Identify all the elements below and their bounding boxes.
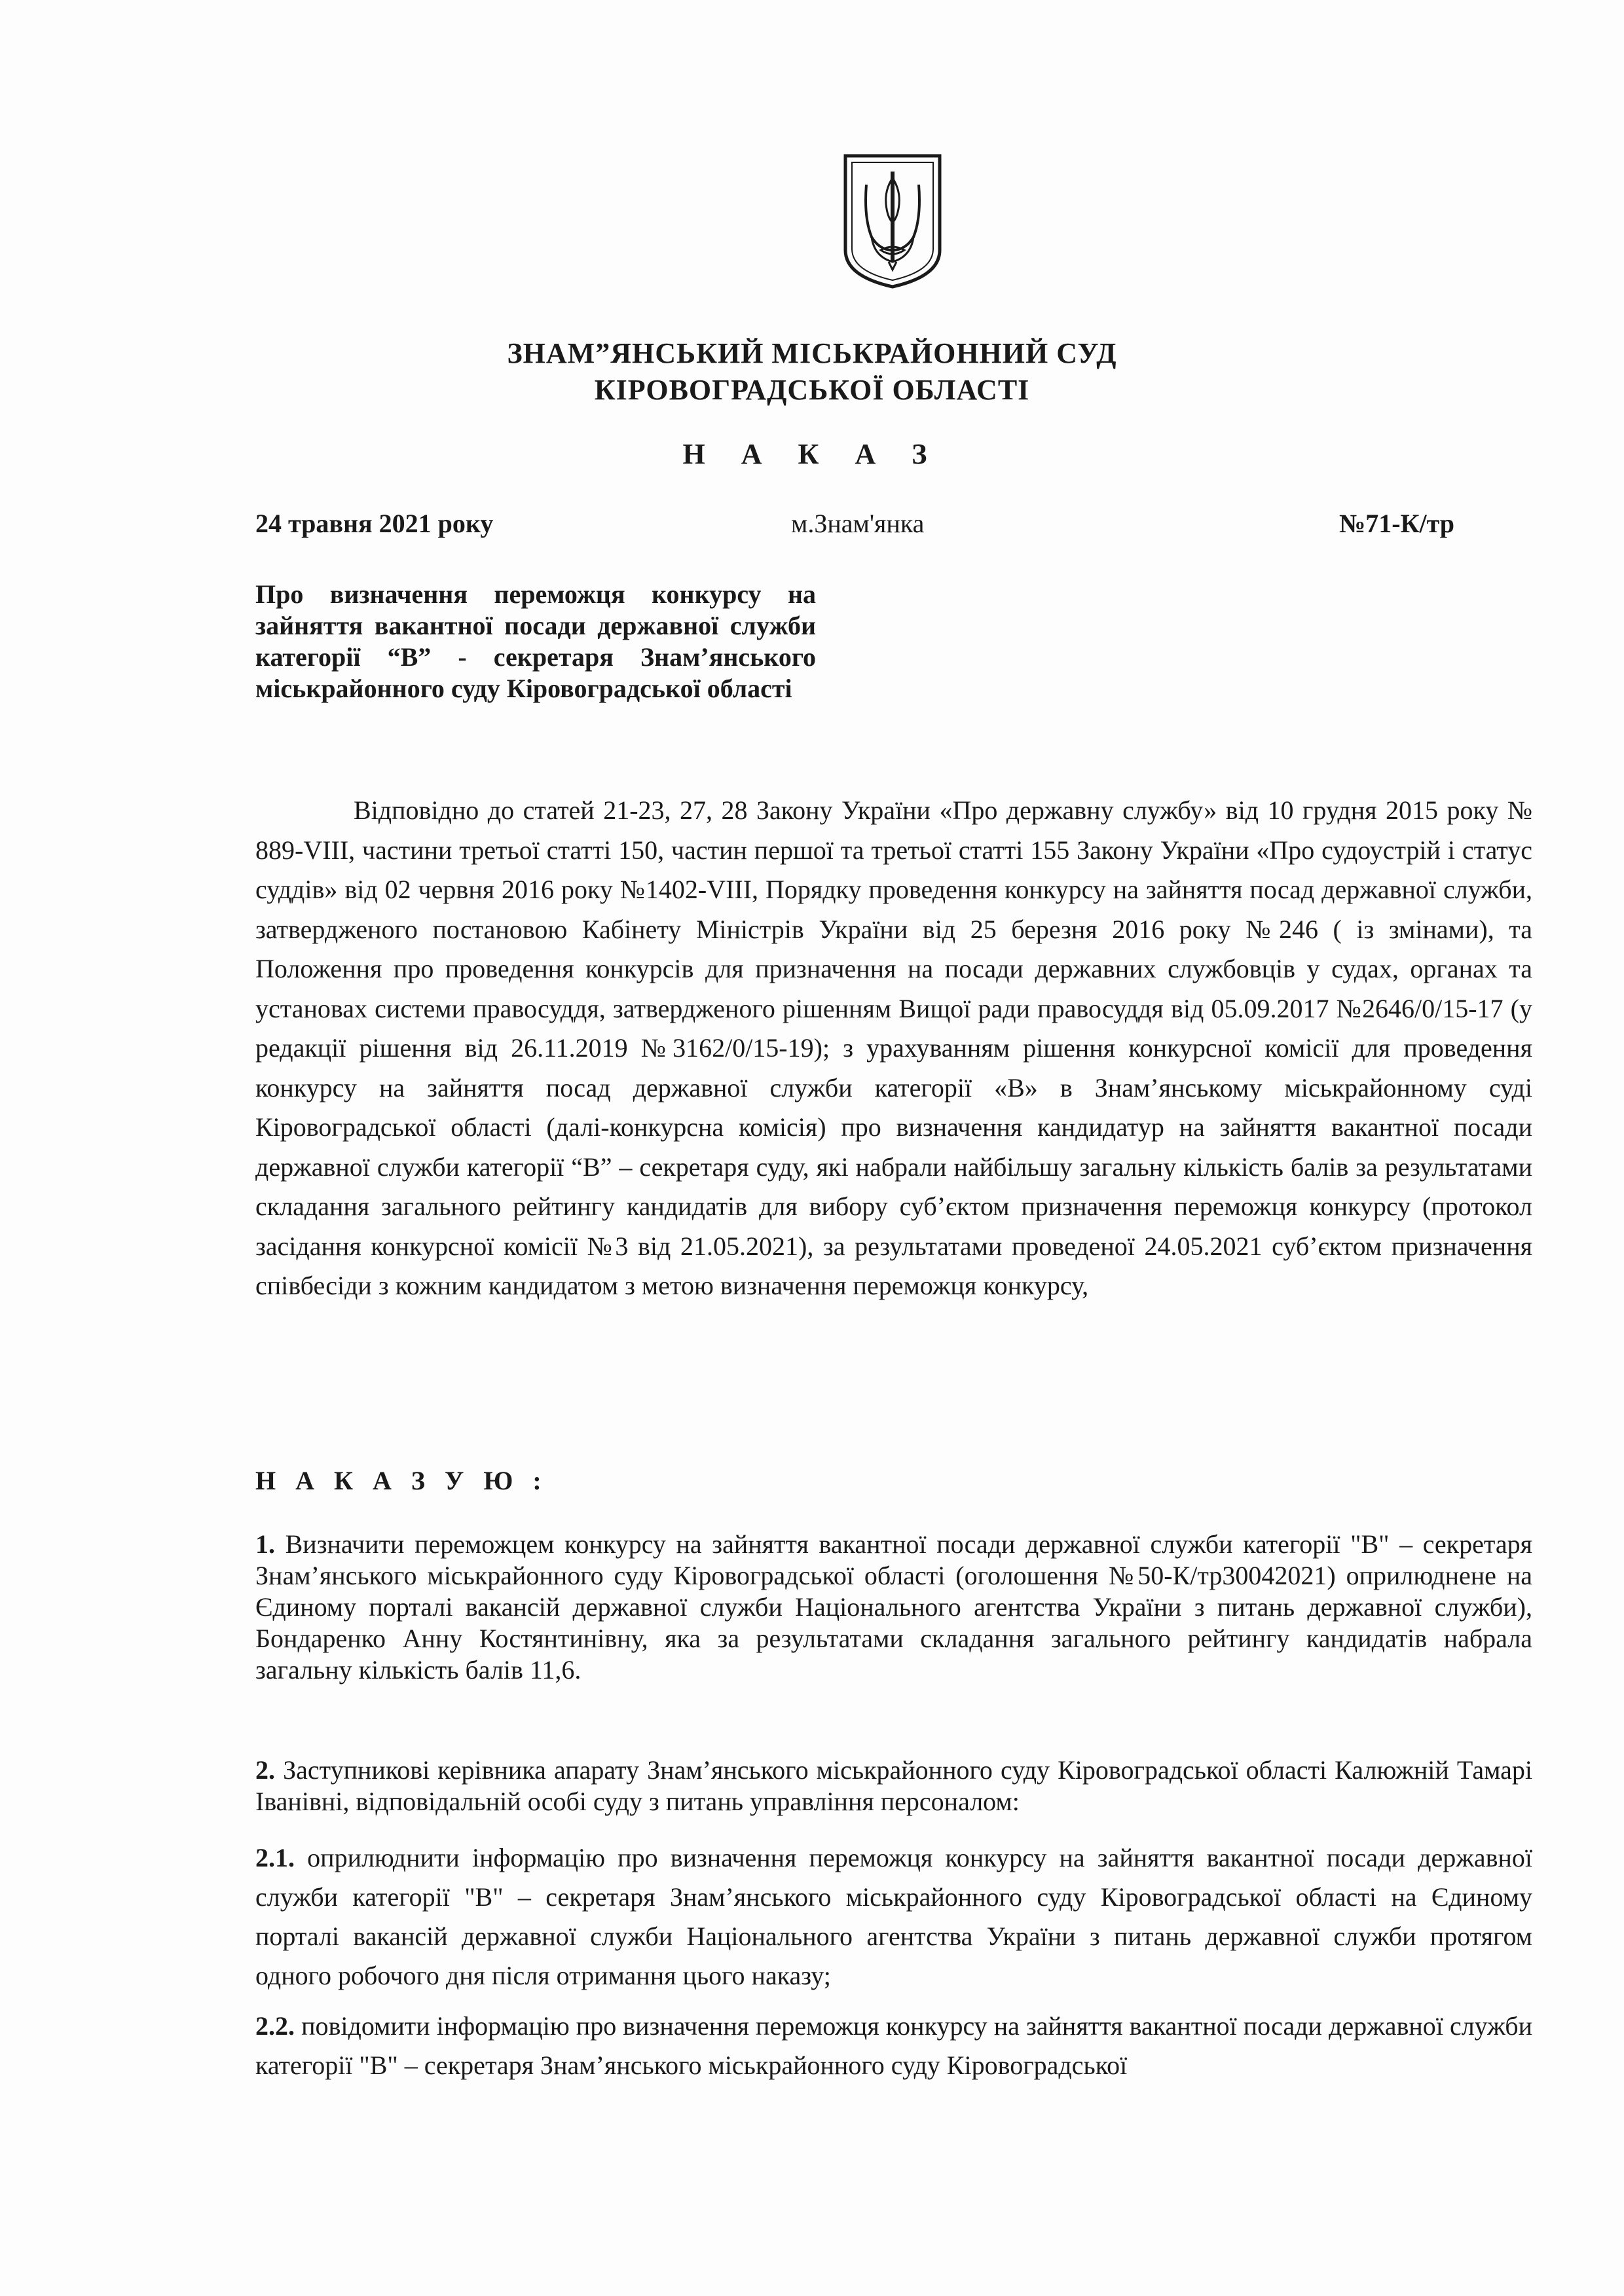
item-text: оприлюднити інформацію про визначення переможця конкурсу на зайняття вакантної посади державної служби категорії "В" – секретаря Знам’янського міськрайонного суду Кіровоградської області на Єдиному порталі вакансій державної служби Національного агентства України з питань державної служби протягом одного робочого дня після отримання цього наказу; (255, 1843, 1532, 1990)
order-date: 24 травня 2021 року (255, 509, 494, 538)
order-subject: Про визначення переможця конкурсу на зайняття вакантної посади державної служби категорії “В” - секретаря Знам’янського міськрайонного суду Кіровоградської області (255, 579, 816, 703)
item-text: повідомити інформацію про визначення переможця конкурсу на зайняття вакантної посади державної служби категорії "В" – секретаря Знам’янського міськрайонного суду Кіровоградської (255, 2011, 1532, 2080)
order-item-2-1 (255, 1838, 1532, 1995)
order-item-1 (255, 1529, 1532, 1686)
order-directive-heading: Н А К А З У Ю : (255, 1466, 548, 1495)
order-number: №71-К/тр (1339, 509, 1455, 538)
item-number: 1. (255, 1529, 275, 1559)
item-number: 2. (255, 1755, 275, 1785)
court-name-line-2: КІРОВОГРАДСЬКОЇ ОБЛАСТІ (594, 374, 1030, 406)
coat-of-arms-icon (841, 152, 944, 291)
order-city: м.Знам'янка (791, 509, 925, 538)
order-item-2 (255, 1755, 1532, 1817)
preamble-paragraph: Відповідно до статей 21-23, 27, 28 Закону України «Про державну службу» від 10 грудня 2015 року № 889-VIII, частини третьої статті 150, частин першої та третьої статті 155 Закону України «Про судоустрій і статус суддів» від 02 червня 2016 року №1402-VIII, Порядку проведення конкурсу на зайняття посад державної служби, затвердженого постановою Кабінету Міністрів України від 25 березня 2016 року №246 ( із змінами), та Положення про проведення конкурсів для призначення на посади державних службовців у судах, органах та установах системи правосуддя, затвердженого рішенням Вищої ради правосуддя від 05.09.2017 №2646/0/15-17 (у редакції рішення від 26.11.2019 №3162/0/15-19); з урахуванням рішення конкурсної комісії для проведення конкурсу на зайняття посад державної служби категорії «В» в Знам’янському міськрайонному суді Кіровоградської області (далі-конкурсна комісія) про визначення кандидатур на зайняття вакантної посади державної служби категорії “В” – секретаря суду, які набрали найбільшу загальну кількість балів за результатами складання загального рейтингу кандидатів для вибору суб’єктом призначення переможця конкурсу (протокол засідання конкурсної комісії №3 від 21.05.2021), за результатами проведеної 24.05.2021 суб’єктом призначення співбесіди з кожним кандидатом з метою визначення переможця конкурсу, (255, 795, 1532, 1300)
document-type-heading: Н А К А З (682, 438, 942, 470)
item-number: 2.1. (255, 1843, 295, 1872)
order-item-2-2 (255, 2007, 1532, 2085)
item-text: Заступникові керівника апарату Знам’янського міськрайонного суду Кіровоградської області Калюжній Тамарі Іванівні, відповідальній особі суду з питань управління персоналом: (255, 1755, 1533, 1816)
item-text: Визначити переможцем конкурсу на зайняття вакантної посади державної служби категорії "В" – секретаря Знам’янського міськрайонного суду Кіровоградської області (оголошення №50-К/тр30042021) оприлюднене на Єдиному порталі вакансій державної служби Національного агентства України з питань державної служби), Бондаренко Анну Костянтинівну, яка за результатами складання загального рейтингу кандидатів набрала загальну кількість балів 11,6. (255, 1529, 1532, 1685)
court-name-line-1: ЗНАМ”ЯНСЬКИЙ МІСЬКРАЙОННИЙ СУД (507, 337, 1117, 369)
item-number: 2.2. (255, 2011, 295, 2041)
